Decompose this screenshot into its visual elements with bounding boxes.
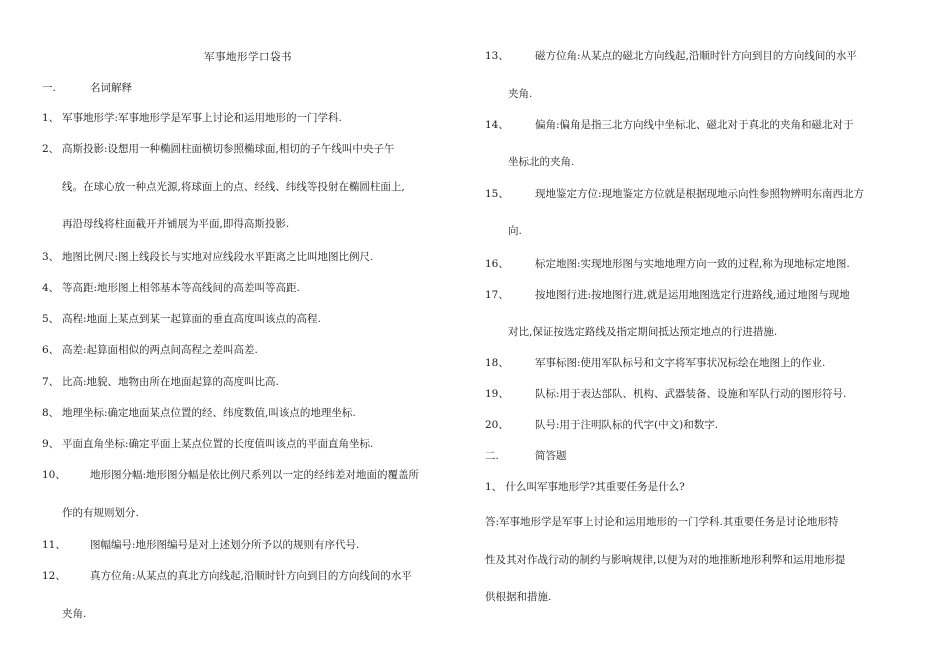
list-item: 20、 队号:用于注明队标的代字(中文)和数字. [485, 419, 719, 431]
section-heading-2 [485, 449, 567, 463]
list-item-continuation: 夹角. [508, 88, 533, 100]
answer-line: 性及其对作战行动的制约与影响规律,以便为对的地推断地形利弊和运用地形提 [485, 554, 846, 566]
list-item: 2、 高斯投影:设想用一种椭圆柱面横切参照椭球面,相切的子午线叫中央子午 [42, 143, 395, 155]
list-item: 15、 现地鉴定方位:现地鉴定方位就是根据现地示向性参照物辨明东南西北方 [485, 188, 865, 200]
list-item-continuation: 作的有规则划分. [62, 507, 139, 519]
list-item-continuation: 向. [508, 225, 522, 237]
list-item: 1、 军事地形学:军事地形学是军事上讨论和运用地形的一门学科. [42, 112, 342, 124]
list-item: 17、 按地图行进:按地图行进,就是运用地图选定行进路线,通过地图与现地 [485, 289, 850, 301]
list-item: 16、 标定地图:实现地形图与实地地理方向一致的过程,称为现地标定地图. [485, 258, 850, 270]
section-heading-1 [42, 81, 132, 95]
list-item: 18、 军事标图:使用军队标号和文字将军事状况标绘在地图上的作业. [485, 357, 826, 369]
answer-line: 供根据和措施. [485, 591, 552, 603]
section-number: 一. [42, 82, 56, 94]
list-item: 6、 高差:起算面相似的两点间高程之差叫高差. [42, 344, 258, 356]
list-item-continuation: 线。在球心放一种点光源,将球面上的点、经线、纬线等投射在椭圆柱面上, [62, 181, 405, 193]
list-item: 19、 队标:用于表达部队、机构、武器装备、设施和军队行动的图形符号. [485, 388, 847, 400]
list-item: 3、 地图比例尺:图上线段长与实地对应线段水平距离之比叫地图比例尺. [42, 251, 374, 263]
list-item-continuation: 再沿母线将柱面截开并铺展为平面,即得高斯投影. [62, 218, 290, 230]
list-item: 14、 偏角:偏角是指三北方向线中坐标北、磁北对于真北的夹角和磁北对于 [485, 119, 854, 131]
list-item: 7、 比高:地貌、地物由所在地面起算的高度叫比高. [42, 376, 279, 388]
list-item-continuation: 夹角. [62, 608, 87, 620]
answer-line: 答:军事地形学是军事上讨论和运用地形的一门学科.其重要任务是讨论地形特 [485, 516, 839, 528]
section-label: 名词解释 [90, 82, 132, 94]
list-item: 4、 等高距:地形图上相邻基本等高线间的高差叫等高距. [42, 282, 300, 294]
list-item: 12、 真方位角:从某点的真北方向线起,沿顺时针方向到目的方向线间的水平 [42, 570, 412, 582]
document-title: 军事地形学口袋书 [204, 51, 292, 63]
list-item: 8、 地理坐标:确定地面某点位置的经、纬度数值,叫该点的地理坐标. [42, 407, 356, 419]
list-item: 5、 高程:地面上某点到某一起算面的垂直高度叫该点的高程. [42, 313, 321, 325]
section-label: 简答题 [535, 450, 567, 462]
list-item-continuation: 坐标北的夹角. [508, 156, 575, 168]
list-item: 13、 磁方位角:从某点的磁北方向线起,沿顺时针方向到目的方向线间的水平 [485, 50, 857, 62]
list-item-continuation: 对比,保证按选定路线及指定期间抵达预定地点的行进措施. [508, 326, 778, 338]
list-item: 10、 地形图分幅:地形图分幅是依比例尺系列以一定的经纬差对地面的覆盖所 [42, 469, 420, 481]
section-number: 二. [485, 450, 499, 462]
list-item: 11、 图幅编号:地形图编号是对上述划分所予以的规则有序代号. [42, 539, 360, 551]
question-1: 1、 什么叫军事地形学?其重要任务是什么? [485, 481, 685, 493]
list-item: 9、 平面直角坐标:确定平面上某点位置的长度值叫该点的平面直角坐标. [42, 438, 374, 450]
